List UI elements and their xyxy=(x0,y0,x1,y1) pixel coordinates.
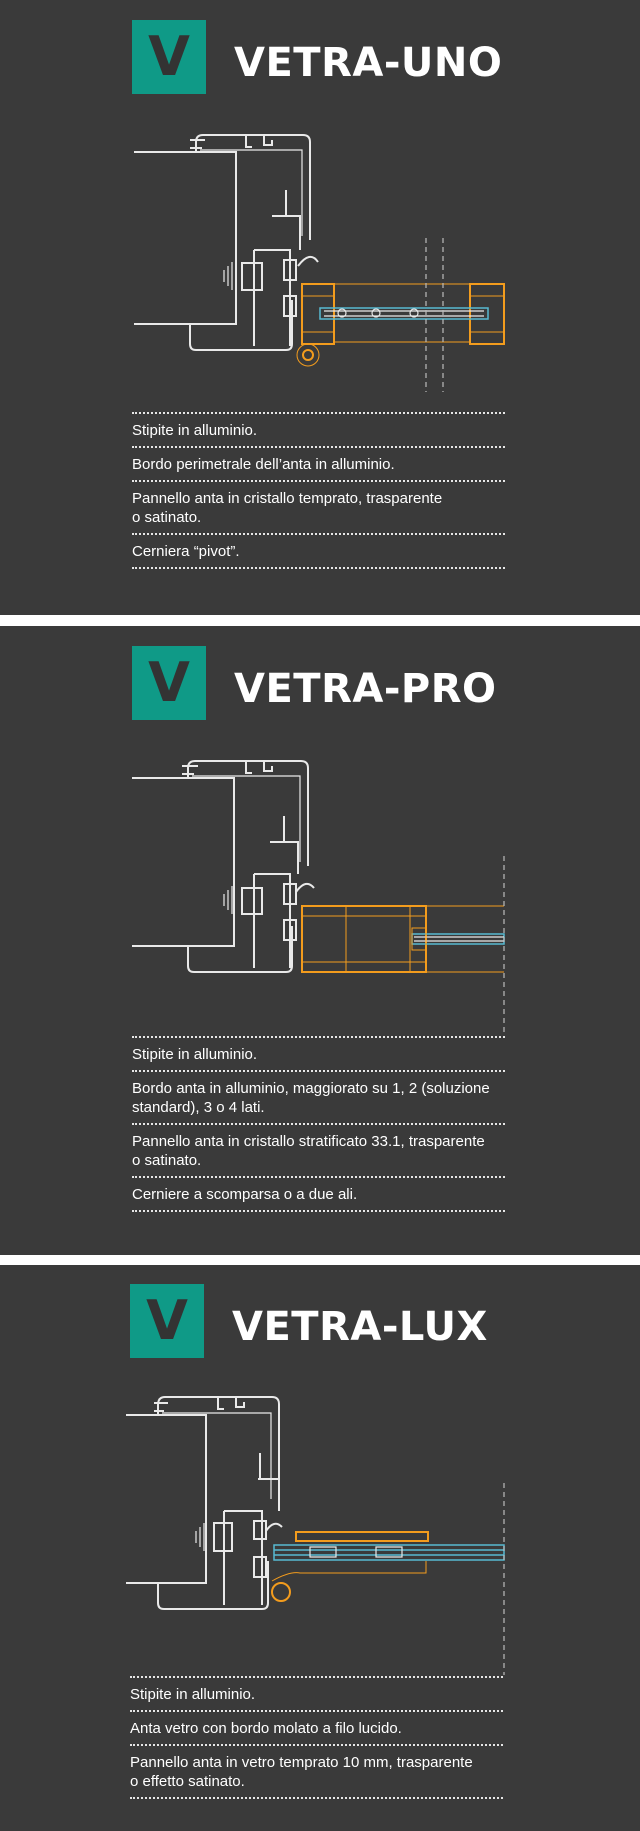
spec-item: Stipite in alluminio. xyxy=(132,1046,258,1063)
product-title: VETRA-PRO xyxy=(234,666,497,712)
spec-item: Pannello anta in cristallo stratificato 33.1, trasparente o satinato. xyxy=(132,1133,485,1169)
product-header xyxy=(0,0,640,100)
spec-list xyxy=(132,1036,505,1212)
spec-list xyxy=(130,1676,503,1799)
spec-item: Cerniere a scomparsa o a due ali. xyxy=(132,1186,358,1203)
product-header xyxy=(0,1265,640,1365)
spec-list xyxy=(132,412,505,569)
product-panel-vetra-lux xyxy=(0,1265,640,1831)
logo-letter: V xyxy=(148,25,190,88)
brand-logo xyxy=(130,1284,204,1358)
door-frame-section-drawing xyxy=(0,746,640,1046)
door-frame-section-drawing xyxy=(0,120,640,400)
spec-item: Pannello anta in cristallo temprato, trasparente o satinato. xyxy=(132,490,443,526)
spec-item: Bordo perimetrale dell’anta in alluminio. xyxy=(132,456,395,473)
spec-item: Stipite in alluminio. xyxy=(130,1686,256,1703)
spec-item: Anta vetro con bordo molato a filo lucido. xyxy=(130,1720,402,1737)
dotted-divider xyxy=(132,567,505,569)
brand-logo xyxy=(132,20,206,94)
product-panel-vetra-uno xyxy=(0,0,640,615)
dotted-divider xyxy=(132,1210,505,1212)
product-title: VETRA-UNO xyxy=(234,40,503,86)
spec-item: Bordo anta in alluminio, maggiorato su 1, 2 (soluzione standard), 3 o 4 lati. xyxy=(132,1080,490,1116)
spec-item: Pannello anta in vetro temprato 10 mm, trasparente o effetto satinato. xyxy=(130,1754,473,1790)
brand-logo xyxy=(132,646,206,720)
dotted-divider xyxy=(130,1797,503,1799)
logo-letter: V xyxy=(146,1289,188,1352)
product-header xyxy=(0,626,640,726)
product-title: VETRA-LUX xyxy=(232,1304,488,1350)
spec-item: Stipite in alluminio. xyxy=(132,422,258,439)
logo-letter: V xyxy=(148,651,190,714)
door-frame-section-drawing xyxy=(0,1385,640,1685)
spec-item: Cerniera “pivot”. xyxy=(132,543,240,560)
product-panel-vetra-pro xyxy=(0,626,640,1255)
